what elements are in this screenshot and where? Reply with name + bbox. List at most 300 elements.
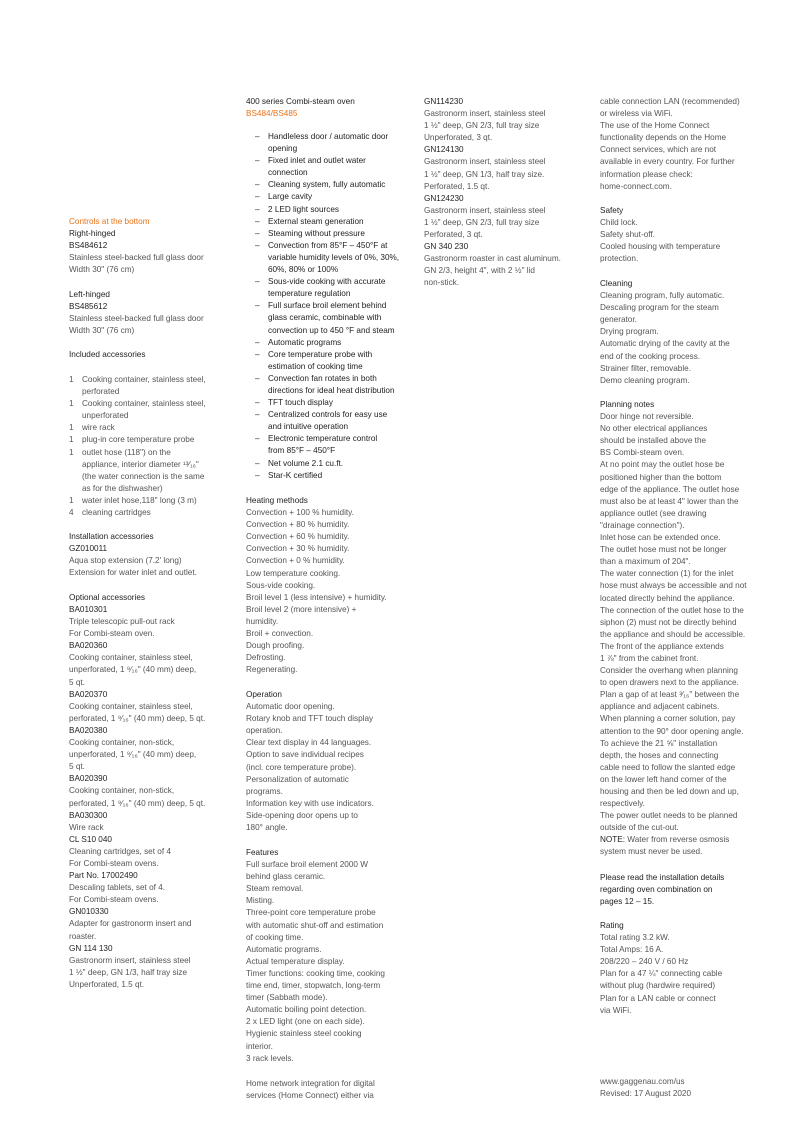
feature-item: [255, 131, 415, 155]
operation-line: Information key with use indicators.: [246, 798, 374, 808]
feature-line: Steam removal.: [246, 884, 304, 894]
item-count: 1: [69, 495, 74, 505]
feature-line: Sous-vide cooking with accurate: [268, 277, 386, 287]
dash-bullet: –: [255, 228, 260, 238]
included-item: [69, 495, 229, 507]
home-connect-line: Connect services, which are not: [600, 145, 717, 155]
home-connect-text: [600, 96, 770, 193]
dash-bullet: –: [255, 240, 260, 250]
dash-bullet: –: [255, 373, 260, 383]
optional-accessories-list: [69, 604, 229, 991]
home-network-line: services (Home Connect) either via: [246, 1091, 374, 1101]
accessory-desc: Triple telescopic pull-out rack: [69, 617, 175, 627]
gastronorm-list: [424, 96, 589, 290]
feature-text: [268, 131, 415, 155]
item-text: [82, 495, 229, 507]
dash-bullet: –: [255, 337, 260, 347]
item-line: wire rack: [82, 423, 115, 433]
installation-reference: [600, 872, 770, 908]
dash-bullet: –: [255, 180, 260, 190]
item-count: 4: [69, 508, 74, 518]
feature-line: Three-point core temperature probe: [246, 908, 376, 918]
optional-accessories-heading: Optional accessories: [69, 593, 145, 602]
item-line: perforated: [82, 387, 120, 397]
planning-line: on the lower left hand corner of the: [600, 774, 727, 784]
installation-accessories-heading: Installation accessories: [69, 532, 154, 541]
left-hinged-code: BS485612: [69, 302, 108, 312]
planning-line: cable need to follow the slanted edge: [600, 762, 736, 772]
features-heading: Features: [246, 848, 279, 857]
included-item: [69, 434, 229, 446]
accessory-code: BA020380: [69, 725, 108, 735]
item-count: 1: [69, 435, 74, 445]
planning-line: Inlet hose can be extended once.: [600, 533, 721, 543]
heating-method: Broil + convection.: [246, 629, 314, 639]
planning-line: outside of the cut-out.: [600, 823, 679, 833]
dash-bullet: –: [255, 156, 260, 166]
gastronorm-desc: Gastronorm insert, stainless steel: [424, 109, 546, 119]
accessory-code: BA010301: [69, 605, 108, 614]
heating-method: humidity.: [246, 616, 279, 626]
accessory-desc: 5 qt.: [69, 762, 85, 772]
left-hinged-width: Width 30" (76 cm): [69, 326, 135, 336]
item-count: 1: [69, 423, 74, 433]
accessory-desc: perforated, 1 ⁹⁄₁₆" (40 mm) deep, 5 qt.: [69, 798, 206, 808]
safety-line: Cooled housing with temperature: [600, 242, 721, 252]
item-text: [82, 447, 229, 495]
feature-text: [268, 470, 415, 482]
planning-line: The power outlet needs to be planned: [600, 811, 738, 821]
safety-line: Child lock.: [600, 218, 638, 228]
planning-line: hose must always be accessible and not: [600, 581, 747, 591]
note-line: [600, 834, 770, 846]
rating-list: [600, 932, 770, 1017]
operation-heading: Operation: [246, 690, 282, 699]
planning-line: The water connection (1) for the inlet: [600, 569, 734, 579]
key-features-list: [255, 131, 415, 482]
planning-notes-heading: Planning notes: [600, 400, 655, 409]
feature-line: and intuitive operation: [268, 422, 349, 432]
feature-item: [255, 300, 415, 336]
feature-text: [268, 300, 415, 336]
feature-text: [268, 155, 415, 179]
accessory-code: CL S10 040: [69, 834, 112, 844]
dash-bullet: –: [255, 277, 260, 287]
rating-line: Total Amps: 16 A.: [600, 945, 664, 955]
feature-item: [255, 179, 415, 191]
item-line: Cooking container, stainless steel,: [82, 399, 206, 409]
feature-text: [268, 216, 415, 228]
planning-line: To achieve the 21 ⅝" installation: [600, 738, 718, 748]
operation-line: Personalization of automatic: [246, 774, 349, 784]
item-line: outlet hose (118") on the: [82, 447, 171, 457]
gastronorm-desc: Gastronorm insert, stainless steel: [424, 157, 546, 167]
feature-line: connection: [268, 168, 308, 178]
planning-line: 1 ⅞" from the cabinet front.: [600, 653, 699, 663]
gastronorm-desc: Unperforated, 3 qt.: [424, 133, 493, 143]
dash-bullet: –: [255, 216, 260, 226]
gastronorm-desc: non-stick.: [424, 278, 460, 288]
dash-bullet: –: [255, 398, 260, 408]
planning-notes-text: [600, 411, 770, 834]
rating-line: 208/220 – 240 V / 60 Hz: [600, 957, 689, 967]
planning-line: respectively.: [600, 799, 645, 809]
operation-line: Automatic door opening.: [246, 702, 335, 712]
planning-line: depth, the hoses and connecting: [600, 750, 719, 760]
planning-line: "drainage connection").: [600, 520, 685, 530]
home-network-text: [246, 1078, 411, 1102]
product-models: BS484/BS485: [246, 109, 298, 119]
accessory-code: BA030300: [69, 810, 108, 820]
operation-line: operation.: [246, 726, 283, 736]
feature-item: [255, 458, 415, 470]
cleaning-line: Strainer filter, removable.: [600, 363, 692, 373]
accessory-desc: 1 ½" deep, GN 1/3, half tray size: [69, 967, 188, 977]
accessory-code: GN 114 130: [69, 943, 113, 953]
item-line: water inlet hose,118" long (3 m): [82, 495, 197, 505]
planning-line: When planning a corner solution, pay: [600, 714, 736, 724]
heating-method: Defrosting.: [246, 653, 286, 663]
feature-item: [255, 337, 415, 349]
feature-line: Convection fan rotates in both: [268, 373, 377, 383]
dash-bullet: –: [255, 301, 260, 311]
cleaning-list: [600, 290, 770, 387]
planning-line: attention to the 90° door opening angle.: [600, 726, 744, 736]
heating-method: Regenerating.: [246, 665, 298, 675]
heating-method: Convection + 0 % humidity.: [246, 556, 345, 566]
footer-revised: Revised: 17 August 2020: [600, 1089, 692, 1099]
left-hinged-label: Left-hinged: [69, 290, 110, 299]
feature-text: [268, 337, 415, 349]
gastronorm-code: GN 340 230: [424, 242, 469, 252]
safety-list: [600, 217, 770, 265]
included-item: [69, 374, 229, 398]
accessory-code: BA020370: [69, 689, 108, 699]
reference-line: regarding oven combination on: [600, 885, 713, 895]
feature-item: [255, 240, 415, 276]
feature-line: interior.: [246, 1041, 273, 1051]
operation-list: [246, 701, 411, 834]
feature-line: Automatic programs: [268, 337, 342, 347]
feature-line: Electronic temperature control: [268, 434, 378, 444]
operation-line: Clear text display in 44 languages.: [246, 738, 372, 748]
accessory-desc: For Combi-steam oven.: [69, 629, 155, 639]
installation-code: GZ010011: [69, 544, 108, 554]
operation-line: Option to save individual recipes: [246, 750, 364, 760]
feature-line: Full surface broil element behind: [268, 301, 387, 311]
controls-heading: Controls at the bottom: [69, 217, 150, 226]
dash-bullet: –: [255, 204, 260, 214]
accessory-desc: Descaling tablets, set of 4.: [69, 883, 166, 893]
feature-text: [268, 458, 415, 470]
planning-line: to open drawers next to the appliance.: [600, 678, 739, 688]
feature-text: [268, 240, 415, 276]
feature-line: Centralized controls for easy use: [268, 410, 388, 420]
accessory-desc: Cooking container, non-stick,: [69, 786, 175, 796]
feature-line: Handleless door / automatic door: [268, 132, 389, 141]
included-item: [69, 422, 229, 434]
heating-method: Low temperature cooking.: [246, 568, 341, 578]
operation-line: (incl. core temperature probe).: [246, 762, 357, 772]
dash-bullet: –: [255, 470, 260, 480]
heating-method: Broil level 2 (more intensive) +: [246, 604, 357, 614]
accessory-code: BA020390: [69, 774, 108, 784]
gastronorm-code: GN114230: [424, 97, 463, 106]
item-line: as for the dishwasher): [82, 483, 163, 493]
heating-method: Broil level 1 (less intensive) + humidity.: [246, 592, 387, 602]
included-item: [69, 507, 229, 519]
feature-line: TFT touch display: [268, 398, 333, 408]
planning-line: BS Combi-steam oven.: [600, 448, 685, 458]
gastronorm-desc: Gastronorm roaster in cast aluminum.: [424, 254, 561, 264]
footer-url[interactable]: www.gaggenau.com/us: [600, 1077, 685, 1086]
note-label: NOTE:: [600, 835, 626, 845]
planning-line: edge of the appliance. The outlet hose: [600, 484, 740, 494]
feature-line: time end, timer, stopwatch, long-term: [246, 981, 381, 991]
planning-line: Plan a gap of at least ³⁄₁₆" between the: [600, 690, 740, 700]
rating-heading: Rating: [600, 921, 624, 930]
feature-line: variable humidity levels of 0%, 30%,: [268, 252, 400, 262]
planning-line: The outlet hose must not be longer: [600, 545, 727, 555]
planning-line: siphon (2) must not be directly behind: [600, 617, 737, 627]
gastronorm-desc: Perforated, 3 qt.: [424, 230, 483, 240]
rating-line: without plug (hardwire required): [600, 981, 716, 991]
item-text: [82, 374, 229, 398]
home-connect-line: or wireless via WiFi.: [600, 109, 673, 119]
feature-text: [268, 373, 415, 397]
heating-methods-heading: Heating methods: [246, 496, 308, 505]
rating-line: Plan for a LAN cable or connect: [600, 993, 716, 1003]
feature-item: [255, 204, 415, 216]
planning-line: Door hinge not reversible.: [600, 412, 694, 422]
feature-line: Misting.: [246, 896, 275, 906]
accessory-desc: Wire rack: [69, 822, 104, 832]
item-text: [82, 422, 229, 434]
operation-line: 180° angle.: [246, 823, 288, 833]
dash-bullet: –: [255, 410, 260, 420]
feature-item: [255, 276, 415, 300]
feature-line: Timer functions: cooking time, cooking: [246, 968, 385, 978]
feature-line: Star-K certified: [268, 470, 323, 480]
included-accessories-heading: Included accessories: [69, 350, 146, 359]
dash-bullet: –: [255, 132, 260, 141]
heating-method: Convection + 80 % humidity.: [246, 520, 350, 530]
gastronorm-code: GN124130: [424, 145, 464, 155]
home-connect-line: home-connect.com.: [600, 181, 672, 191]
installation-line: Extension for water inlet and outlet.: [69, 568, 197, 578]
feature-line: Hygienic stainless steel cooking: [246, 1029, 362, 1039]
feature-item: [255, 216, 415, 228]
item-count: 1: [69, 399, 74, 409]
feature-line: Core temperature probe with: [268, 349, 373, 359]
accessory-desc: For Combi-steam ovens.: [69, 895, 159, 905]
planning-line: The connection of the outlet hose to the: [600, 605, 744, 615]
feature-line: directions for ideal heat distribution: [268, 385, 395, 395]
gastronorm-desc: Perforated, 1.5 qt.: [424, 181, 490, 191]
dash-bullet: –: [255, 458, 260, 468]
heating-method: Convection + 100 % humidity.: [246, 508, 354, 518]
feature-line: Automatic boiling point detection.: [246, 1005, 367, 1015]
accessory-desc: Adapter for gastronorm insert and: [69, 919, 192, 929]
accessory-desc: roaster.: [69, 931, 97, 941]
safety-line: Safety shut-off.: [600, 230, 655, 240]
planning-line: the appliance and should be accessible.: [600, 629, 746, 639]
cleaning-line: Demo cleaning program.: [600, 375, 690, 385]
feature-line: Full surface broil element 2000 W: [246, 860, 368, 870]
feature-line: estimation of cooking time: [268, 361, 363, 371]
item-line: plug-in core temperature probe: [82, 435, 195, 445]
operation-line: Rotary knob and TFT touch display: [246, 714, 374, 724]
planning-line: than a maximum of 204".: [600, 557, 691, 567]
cleaning-heading: Cleaning: [600, 279, 633, 288]
home-connect-line: information please check:: [600, 169, 693, 179]
included-accessories-list: [69, 374, 229, 519]
planning-line: At no point may the outlet hose be: [600, 460, 725, 470]
rating-line: Plan for a 47 ¼" connecting cable: [600, 969, 723, 979]
feature-line: 60%, 80% or 100%: [268, 265, 339, 275]
feature-line: Steaming without pressure: [268, 228, 365, 238]
right-hinged-desc: Stainless steel-backed full glass door: [69, 253, 204, 263]
feature-item: [255, 349, 415, 373]
feature-line: Convection from 85°F – 450°F at: [268, 240, 388, 250]
safety-line: protection.: [600, 254, 639, 264]
accessory-code: BA020360: [69, 641, 108, 651]
feature-item: [255, 155, 415, 179]
gastronorm-desc: 1 ½" deep, GN 2/3, full tray size: [424, 121, 540, 131]
feature-text: [268, 349, 415, 373]
gastronorm-desc: Gastronorm insert, stainless steel: [424, 205, 546, 215]
planning-line: housing and then be led down and up,: [600, 787, 739, 796]
planning-line: located directly behind the appliance.: [600, 593, 735, 603]
feature-line: Net volume 2.1 cu.ft.: [268, 458, 344, 468]
accessory-desc: Cooking container, stainless steel,: [69, 653, 193, 663]
feature-line: External steam generation: [268, 216, 364, 226]
feature-line: 2 x LED light (one on each side).: [246, 1017, 365, 1027]
item-line: (the water connection is the same: [82, 471, 205, 481]
planning-line: appliance outlet (see drawing: [600, 508, 707, 518]
right-hinged-label: Right-hinged: [69, 229, 116, 239]
item-line: cleaning cartridges: [82, 508, 151, 518]
feature-line: temperature regulation: [268, 289, 351, 299]
feature-text: [268, 397, 415, 409]
heating-method: Convection + 30 % humidity.: [246, 544, 350, 554]
right-hinged-width: Width 30" (76 cm): [69, 265, 135, 275]
feature-text: [268, 433, 415, 457]
item-text: [82, 398, 229, 422]
feature-item: [255, 433, 415, 457]
item-text: [82, 434, 229, 446]
feature-line: glass ceramic, combinable with: [268, 313, 382, 323]
gastronorm-code: GN124230: [424, 193, 464, 203]
item-text: [82, 507, 229, 519]
accessory-desc: perforated, 1 ⁹⁄₁₆" (40 mm) deep, 5 qt.: [69, 713, 206, 723]
feature-line: Actual temperature display.: [246, 956, 345, 966]
planning-line: The front of the appliance extends: [600, 641, 724, 651]
home-connect-line: functionality depends on the Home: [600, 133, 727, 143]
rating-line: Total rating 3.2 kW.: [600, 933, 670, 943]
included-item: [69, 447, 229, 495]
heating-method: Convection + 60 % humidity.: [246, 532, 350, 542]
feature-line: Automatic programs.: [246, 944, 322, 954]
feature-line: of cooking time.: [246, 932, 304, 942]
cleaning-line: Drying program.: [600, 327, 659, 337]
item-count: 1: [69, 375, 74, 384]
feature-line: Large cavity: [268, 192, 313, 202]
feature-text: [268, 191, 415, 203]
feature-item: [255, 409, 415, 433]
feature-line: opening: [268, 144, 298, 154]
feature-line: behind glass ceramic.: [246, 872, 326, 882]
accessory-desc: Gastronorm insert, stainless steel: [69, 955, 191, 965]
accessory-desc: Cooking container, stainless steel,: [69, 701, 193, 711]
planning-line: positioned higher than the bottom: [600, 472, 722, 482]
planning-line: appliance and adjacent cabinets.: [600, 702, 720, 712]
gastronorm-desc: GN 2/3, height 4", with 2 ½" lid: [424, 266, 535, 276]
feature-item: [255, 373, 415, 397]
cleaning-line: Descaling program for the steam: [600, 303, 719, 313]
note-text: Water from reverse osmosis: [625, 835, 730, 845]
feature-item: [255, 228, 415, 240]
cleaning-line: Automatic drying of the cavity at the: [600, 339, 730, 349]
operation-line: programs.: [246, 786, 283, 796]
rating-line: via WiFi.: [600, 1005, 632, 1015]
feature-line: convection up to 450 °F and steam: [268, 325, 395, 335]
cleaning-line: Cleaning program, fully automatic.: [600, 291, 725, 301]
gastronorm-desc: 1 ½" deep, GN 2/3, full tray size: [424, 217, 540, 227]
home-network-line: Home network integration for digital: [246, 1079, 375, 1088]
cleaning-line: generator.: [600, 315, 637, 325]
included-item: [69, 398, 229, 422]
feature-line: Fixed inlet and outlet water: [268, 156, 366, 166]
operation-line: Side-opening door opens up to: [246, 810, 358, 820]
accessory-code: GN010330: [69, 907, 109, 917]
feature-item: [255, 470, 415, 482]
heating-methods-list: [246, 507, 411, 676]
accessory-desc: Cleaning cartridges, set of 4: [69, 846, 171, 856]
heating-method: Sous-vide cooking.: [246, 580, 316, 590]
accessory-desc: unperforated, 1 ⁹⁄₁₆" (40 mm) deep,: [69, 750, 197, 760]
feature-text: [268, 228, 415, 240]
home-connect-line: available in every country. For further: [600, 157, 735, 167]
item-count: 1: [69, 447, 74, 457]
item-line: Cooking container, stainless steel,: [82, 375, 206, 384]
accessory-desc: Unperforated, 1.5 qt.: [69, 979, 145, 989]
feature-text: [268, 204, 415, 216]
feature-item: [255, 397, 415, 409]
features-text: [246, 859, 411, 1065]
heating-method: Dough proofing.: [246, 641, 305, 651]
feature-line: timer (Sabbath mode).: [246, 993, 328, 1003]
feature-line: 3 rack levels.: [246, 1053, 294, 1063]
product-title: 400 series Combi-steam oven: [246, 97, 355, 106]
home-connect-line: cable connection LAN (recommended): [600, 97, 740, 106]
feature-item: [255, 191, 415, 203]
feature-line: Cleaning system, fully automatic: [268, 180, 386, 190]
feature-text: [268, 409, 415, 433]
accessory-desc: 5 qt.: [69, 677, 85, 687]
dash-bullet: –: [255, 434, 260, 444]
planning-line: Consider the overhang when planning: [600, 666, 738, 676]
feature-line: with automatic shut-off and estimation: [246, 920, 384, 930]
accessory-desc: unperforated, 1 ⁹⁄₁₆" (40 mm) deep,: [69, 665, 197, 675]
note-line-2: system must never be used.: [600, 847, 703, 857]
feature-text: [268, 276, 415, 300]
safety-heading: Safety: [600, 206, 624, 215]
accessory-desc: Cooking container, non-stick,: [69, 738, 175, 748]
planning-line: No other electrical appliances: [600, 424, 708, 434]
dash-bullet: –: [255, 192, 260, 202]
cleaning-line: end of the cooking process.: [600, 351, 701, 361]
